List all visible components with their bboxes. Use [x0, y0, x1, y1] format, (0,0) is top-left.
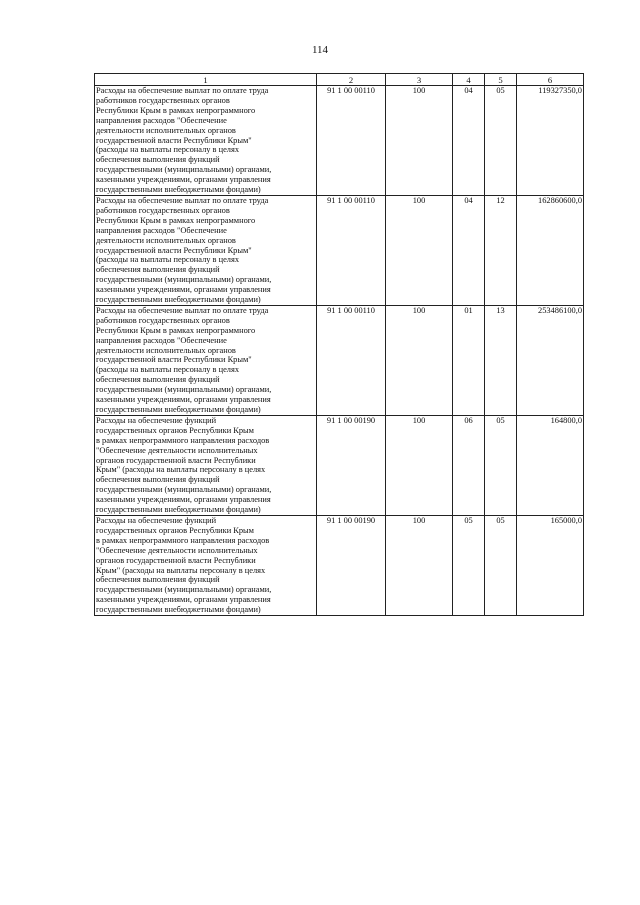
description-line: Крым" (расходы на выплаты персоналу в целях: [96, 465, 266, 475]
table-row: [95, 305, 584, 415]
description-line: государственными внебюджетными фондами): [96, 185, 261, 195]
target-article-code: 91 1 00 00190: [317, 415, 386, 515]
description-line: государственными внебюджетными фондами): [96, 405, 261, 414]
subsection-code: 05: [485, 86, 517, 196]
description-line: государственными внебюджетными фондами): [96, 295, 261, 305]
description-line: направления расходов "Обеспечение: [96, 335, 227, 345]
amount-value: 164800,0: [517, 415, 584, 515]
header-cell: 5: [485, 74, 517, 86]
header-cell: 4: [453, 74, 485, 86]
description-line: "Обеспечение деятельности исполнительных: [96, 545, 258, 555]
description-line: Расходы на обеспечение выплат по оплате труда: [96, 305, 269, 315]
section-code: 01: [453, 305, 485, 415]
description-line: государственными (муниципальными) органами,: [96, 485, 272, 495]
description-line: (расходы на выплаты персоналу в целях: [96, 145, 240, 155]
subsection-code: 05: [485, 415, 517, 515]
target-article-code: 91 1 00 00110: [317, 305, 386, 415]
description-line: (расходы на выплаты персоналу в целях: [96, 365, 240, 375]
amount-value: 253486100,0: [517, 305, 584, 415]
description-line: казенными учреждениями, органами управления: [96, 175, 271, 185]
description-line: казенными учреждениями, органами управления: [96, 595, 271, 605]
section-code: 05: [453, 515, 485, 615]
description-line: государственными внебюджетными фондами): [96, 605, 261, 615]
budget-table: [94, 73, 584, 616]
description-line: органов государственной власти Республики: [96, 455, 256, 465]
description-line: Республики Крым в рамках непрограммного: [96, 215, 256, 225]
description-line: в рамках непрограммного направления расходов: [96, 435, 270, 445]
subsection-code: 05: [485, 515, 517, 615]
table-row: [95, 415, 584, 515]
description-line: работников государственных органов: [96, 205, 230, 215]
expense-description: [95, 195, 317, 305]
expense-description: [95, 415, 317, 515]
description-line: Республики Крым в рамках непрограммного: [96, 325, 256, 335]
target-article-code: 91 1 00 00110: [317, 86, 386, 196]
target-article-code: 91 1 00 00190: [317, 515, 386, 615]
description-line: Республики Крым в рамках непрограммного: [96, 105, 256, 115]
description-line: государственной власти Республики Крым": [96, 355, 252, 365]
amount-value: 165000,0: [517, 515, 584, 615]
description-line: Расходы на обеспечение выплат по оплате труда: [96, 195, 269, 205]
description-line: в рамках непрограммного направления расходов: [96, 535, 270, 545]
description-line: обеспечения выполнения функций: [96, 575, 220, 585]
description-line: казенными учреждениями, органами управления: [96, 285, 271, 295]
description-line: государственных органов Республики Крым: [96, 525, 254, 535]
header-row: [95, 74, 584, 86]
header-cell: 1: [95, 74, 317, 86]
expense-type-code: 100: [386, 86, 453, 196]
expense-description: [95, 305, 317, 415]
section-code: 06: [453, 415, 485, 515]
expense-description: [95, 86, 317, 196]
description-line: обеспечения выполнения функций: [96, 475, 220, 485]
description-line: казенными учреждениями, органами управления: [96, 495, 271, 505]
expense-type-code: 100: [386, 195, 453, 305]
header-cell: 6: [517, 74, 584, 86]
description-line: казенными учреждениями, органами управления: [96, 395, 271, 405]
description-line: обеспечения выполнения функций: [96, 265, 220, 275]
description-line: обеспечения выполнения функций: [96, 155, 220, 165]
description-line: государственными внебюджетными фондами): [96, 505, 261, 515]
description-line: государственными (муниципальными) органами,: [96, 385, 272, 395]
amount-value: 162860600,0: [517, 195, 584, 305]
table-row: [95, 515, 584, 615]
description-line: направления расходов "Обеспечение: [96, 115, 227, 125]
description-line: деятельности исполнительных органов: [96, 345, 236, 355]
header-cell: 3: [386, 74, 453, 86]
description-line: деятельности исполнительных органов: [96, 235, 236, 245]
section-code: 04: [453, 86, 485, 196]
expense-description: [95, 515, 317, 615]
expense-type-code: 100: [386, 415, 453, 515]
description-line: Крым" (расходы на выплаты персоналу в целях: [96, 565, 266, 575]
description-line: деятельности исполнительных органов: [96, 125, 236, 135]
table-row: [95, 195, 584, 305]
description-line: "Обеспечение деятельности исполнительных: [96, 445, 258, 455]
description-line: государственными (муниципальными) органами,: [96, 275, 272, 285]
page-number: 114: [311, 44, 329, 56]
description-line: Расходы на обеспечение функций: [96, 515, 217, 525]
target-article-code: 91 1 00 00110: [317, 195, 386, 305]
description-line: государственных органов Республики Крым: [96, 425, 254, 435]
description-line: направления расходов "Обеспечение: [96, 225, 227, 235]
expense-type-code: 100: [386, 515, 453, 615]
subsection-code: 12: [485, 195, 517, 305]
description-line: государственными (муниципальными) органами,: [96, 165, 272, 175]
description-line: (расходы на выплаты персоналу в целях: [96, 255, 240, 265]
description-line: Расходы на обеспечение выплат по оплате труда: [96, 86, 269, 95]
description-line: обеспечения выполнения функций: [96, 375, 220, 385]
description-line: государственной власти Республики Крым": [96, 245, 252, 255]
description-line: государственной власти Республики Крым": [96, 135, 252, 145]
expense-type-code: 100: [386, 305, 453, 415]
description-line: органов государственной власти Республики: [96, 555, 256, 565]
section-code: 04: [453, 195, 485, 305]
description-line: работников государственных органов: [96, 95, 230, 105]
header-cell: 2: [317, 74, 386, 86]
amount-value: 119327350,0: [517, 86, 584, 196]
description-line: государственными (муниципальными) органами,: [96, 585, 272, 595]
table-row: [95, 86, 584, 196]
description-line: Расходы на обеспечение функций: [96, 415, 217, 425]
description-line: работников государственных органов: [96, 315, 230, 325]
subsection-code: 13: [485, 305, 517, 415]
